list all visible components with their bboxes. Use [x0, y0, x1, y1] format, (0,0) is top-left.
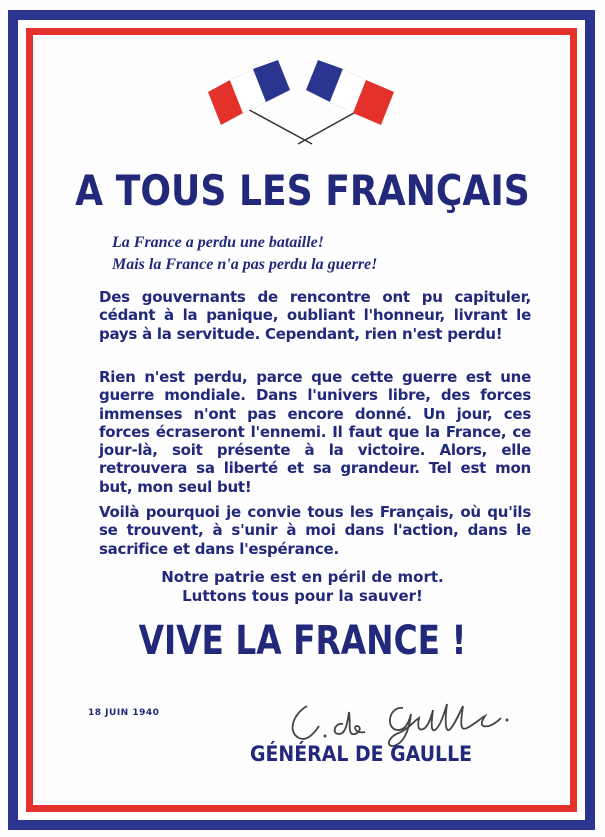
closing-line-1: Notre patrie est en péril de mort.: [161, 568, 444, 586]
date-label: 18 JUIN 1940: [88, 708, 160, 718]
french-flag-left-icon: [208, 60, 312, 144]
closing-line-2: Luttons tous pour la sauver!: [182, 587, 423, 605]
crossed-flags: [200, 52, 410, 147]
french-flag-right-icon: [298, 60, 394, 144]
subtitle-line-1: La France a perdu une bataille!: [112, 234, 325, 251]
paragraph-1: Des gouvernants de rencontre ont pu capituler, cédant à la panique, oubliant l'honneur, livrant le pays à la servitude. Cependant, rien n'est perdu!: [99, 288, 531, 343]
signature-image: [285, 688, 525, 748]
vive-la-france-heading: VIVE LA FRANCE !: [138, 618, 467, 664]
paragraph-3: Voilà pourquoi je convie tous les Français, où qu'ils se trouvent, à s'unir à moi dans l'action, dans le sacrifice et dans l'espérance.: [99, 503, 531, 558]
subtitle-line-2: Mais la France n'a pas perdu la guerre!: [112, 256, 378, 273]
author-name: GÉNÉRAL DE GAULLE: [250, 742, 473, 766]
paragraph-2: Rien n'est perdu, parce que cette guerre est une guerre mondiale. Dans l'univers libre, des forces immenses n'ont pas encore donné. Un jour, ces forces écraseront l'ennemi. Il faut que la France, ce jour-là, soit présente à la victoire. Alors, elle retrouvera sa liberté et sa grandeur. Tel est mon but, mon seul but!: [99, 368, 531, 496]
poster-title: A TOUS LES FRANÇAIS: [75, 166, 530, 215]
